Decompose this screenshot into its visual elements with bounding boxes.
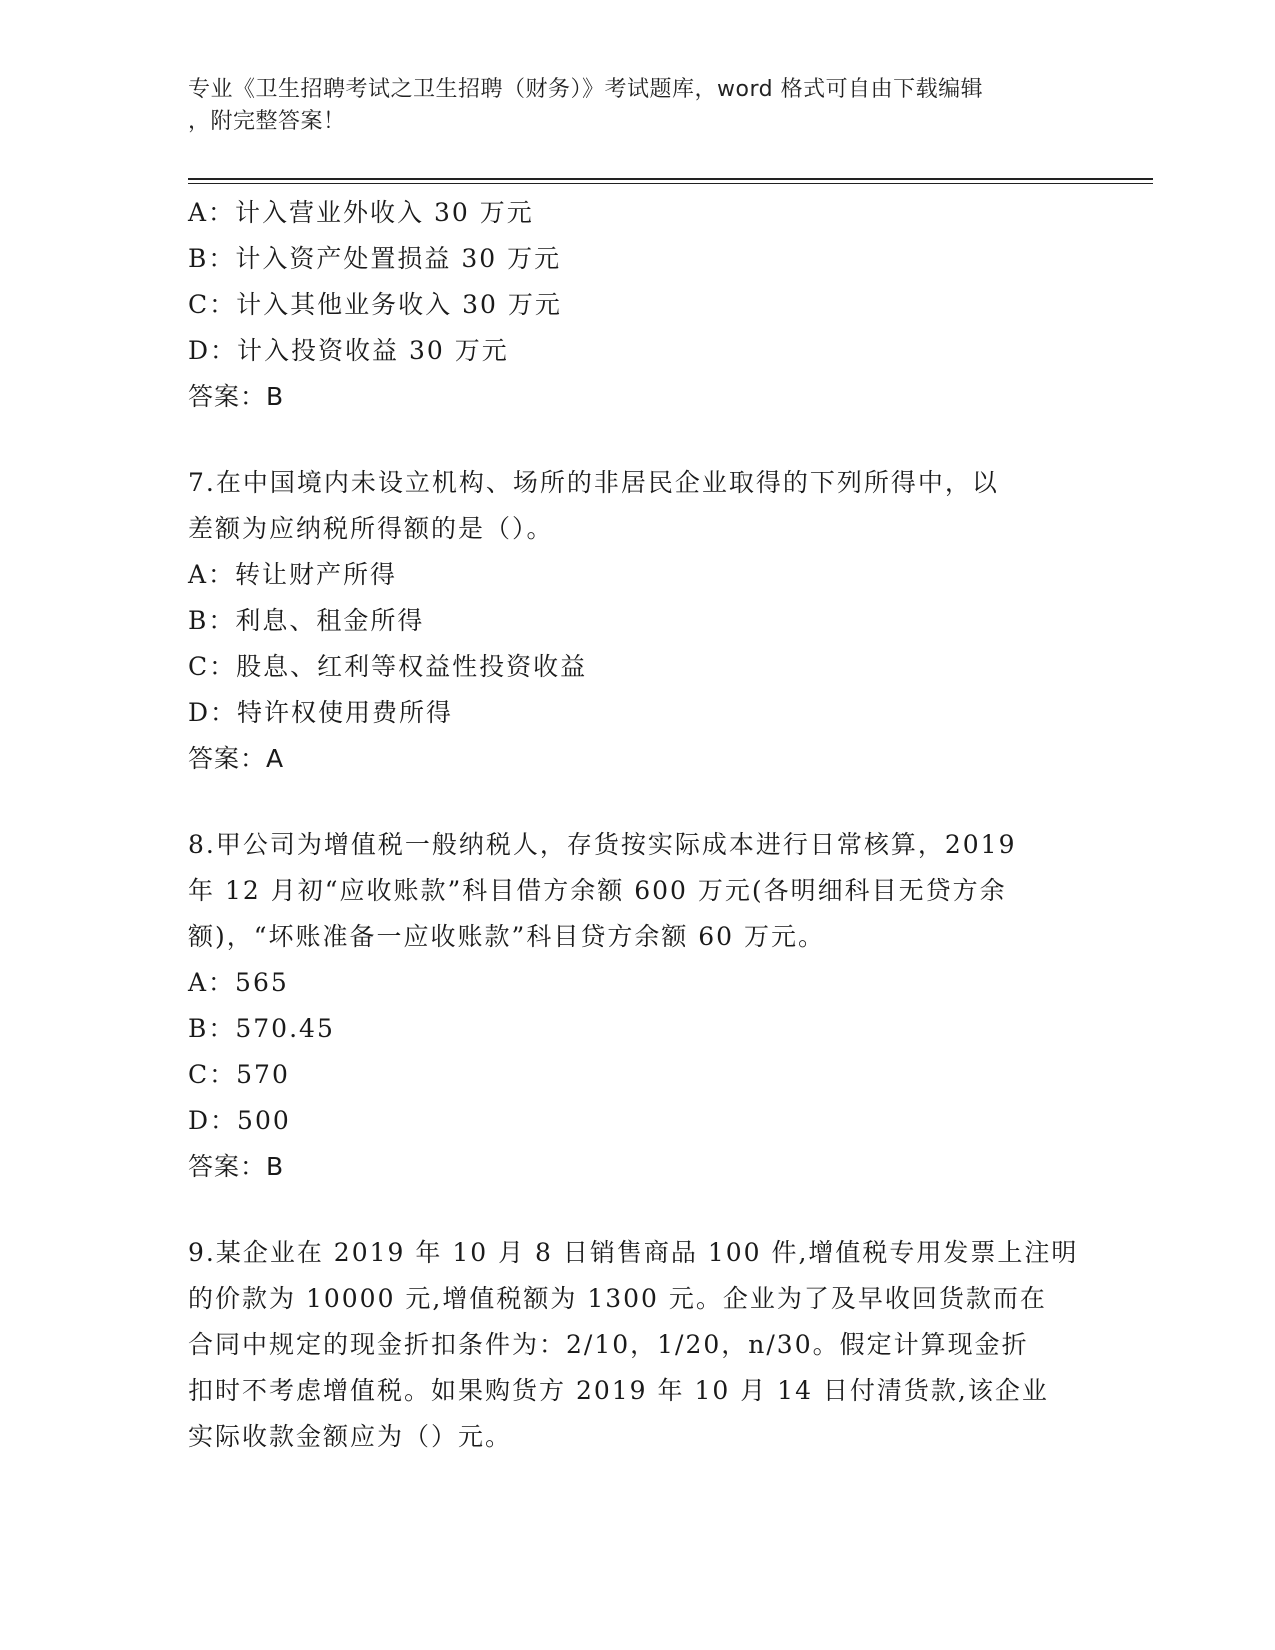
- header-line-1: 专业《卫生招聘考试之卫生招聘（财务）》考试题库，word 格式可自由下载编辑: [188, 77, 984, 102]
- option-c: C：570: [188, 1060, 290, 1089]
- question-stem-line: 合同中规定的现金折扣条件为：2/10，1/20，n/30。假定计算现金折: [188, 1330, 1029, 1359]
- question-content: [188, 190, 1088, 1460]
- spacer: [188, 1190, 1088, 1230]
- question-stem-line: 9.某企业在 2019 年 10 月 8 日销售商品 100 件,增值税专用发票上注明: [188, 1238, 1079, 1267]
- question-8: [188, 822, 1088, 1190]
- question-stem-line: 差额为应纳税所得额的是（）。: [188, 514, 554, 543]
- option-b: B：利息、租金所得: [188, 606, 425, 635]
- answer: 答案：A: [188, 744, 285, 773]
- question-stem-line: 7.在中国境内未设立机构、场所的非居民企业取得的下列所得中，以: [188, 468, 999, 497]
- option-a: A：计入营业外收入 30 万元: [188, 198, 534, 227]
- header-line-2: ，附完整答案！: [188, 109, 346, 134]
- header-rule-thick: [188, 178, 1153, 180]
- question-6: [188, 190, 1088, 420]
- header-rule-thin: [188, 183, 1153, 184]
- answer: 答案：B: [188, 1152, 285, 1181]
- spacer: [188, 420, 1088, 460]
- question-stem-line: 扣时不考虑增值税。如果购货方 2019 年 10 月 14 日付清货款,该企业: [188, 1376, 1049, 1405]
- option-a: A：565: [188, 968, 289, 997]
- answer: 答案：B: [188, 382, 285, 411]
- question-stem-line: 实际收款金额应为（）元。: [188, 1422, 513, 1451]
- document-header: [188, 74, 1068, 138]
- option-a: A：转让财产所得: [188, 560, 398, 589]
- option-d: D：特许权使用费所得: [188, 698, 454, 727]
- question-7: [188, 460, 1088, 782]
- question-stem-line: 年 12 月初“应收账款”科目借方余额 600 万元(各明细科目无贷方余: [188, 876, 1007, 905]
- question-stem-line: 的价款为 10000 元,增值税额为 1300 元。企业为了及早收回货款而在: [188, 1284, 1047, 1313]
- question-stem-line: 额)，“坏账准备一应收账款”科目贷方余额 60 万元。: [188, 922, 826, 951]
- question-stem-line: 8.甲公司为增值税一般纳税人，存货按实际成本进行日常核算，2019: [188, 830, 1017, 859]
- option-d: D：500: [188, 1106, 291, 1135]
- spacer: [188, 782, 1088, 822]
- option-b: B：570.45: [188, 1014, 335, 1043]
- option-b: B：计入资产处置损益 30 万元: [188, 244, 562, 273]
- question-9: [188, 1230, 1088, 1460]
- option-c: C：计入其他业务收入 30 万元: [188, 290, 562, 319]
- option-c: C：股息、红利等权益性投资收益: [188, 652, 588, 681]
- option-d: D：计入投资收益 30 万元: [188, 336, 509, 365]
